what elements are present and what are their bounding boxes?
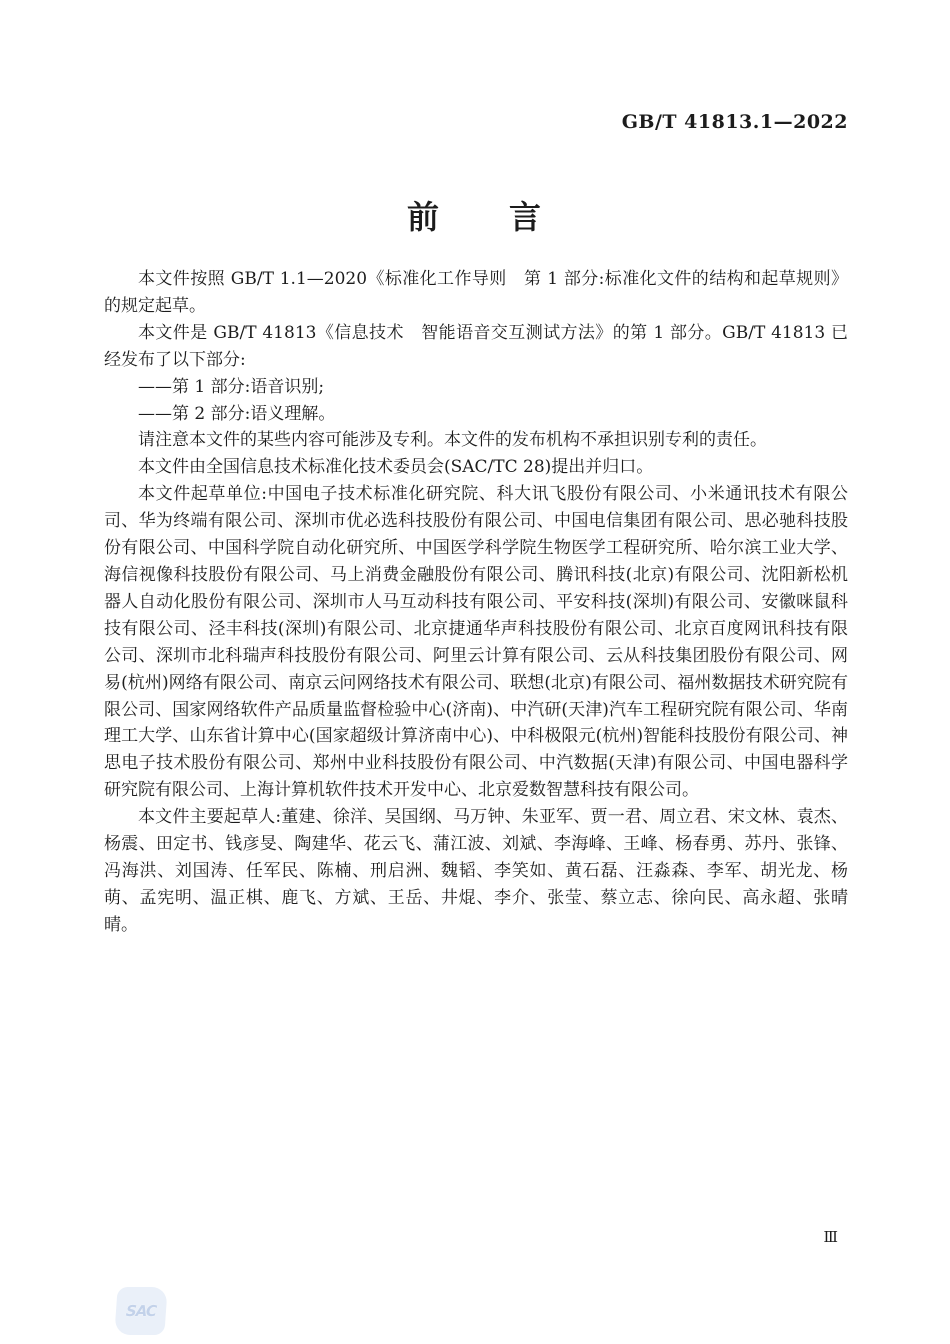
- paragraph-drafting-rules: 本文件按照 GB/T 1.1—2020《标准化工作导则 第 1 部分:标准化文件的结构和起草规则》的规定起草。: [104, 269, 848, 316]
- standard-number: GB/T 41813.1—2022: [621, 111, 848, 133]
- paragraph-patent-notice: 请注意本文件的某些内容可能涉及专利。本文件的发布机构不承担识别专利的责任。: [138, 430, 767, 451]
- sac-watermark-text: SAC: [125, 1302, 157, 1320]
- page-number: Ⅲ: [823, 1228, 838, 1246]
- sac-watermark-logo: [114, 1287, 167, 1335]
- paragraph-committee: 本文件由全国信息技术标准化技术委员会(SAC/TC 28)提出并归口。: [138, 457, 654, 478]
- paragraph-series-intro: 本文件是 GB/T 41813《信息技术 智能语音交互测试方法》的第 1 部分。GB/T 41813 已经发布了以下部分:: [104, 322, 848, 370]
- list-item-part-1: ——第 1 部分:语音识别;: [138, 376, 325, 397]
- paragraph-main-drafters: 本文件主要起草人:董建、徐洋、吴国纲、马万钟、朱亚军、贾一君、周立君、宋文林、袁杰、杨震、田定书、钱彦旻、陶建华、花云飞、蒲江波、刘斌、李海峰、王峰、杨春勇、苏丹、张锋、冯海洪、刘国涛、任军民、陈楠、刑启洲、魏韬、李笑如、黄石磊、汪淼森、李军、胡光龙、杨萌、孟宪明、温正棋、鹿飞、方斌、王岳、井焜、李介、张莹、蔡立志、徐向民、高永超、张晴晴。: [104, 807, 848, 935]
- list-item-part-2: ——第 2 部分:语义理解。: [138, 403, 336, 424]
- page-title: 前 言: [406, 198, 543, 236]
- paragraph-drafting-organizations: 本文件起草单位:中国电子技术标准化研究院、科大讯飞股份有限公司、小米通讯技术有限公司、华为终端有限公司、深圳市优必选科技股份有限公司、中国电信集团有限公司、思必驰科技股份有限公司、中国科学院自动化研究所、中国医学科学院生物医学工程研究所、哈尔滨工业大学、海信视像科技股份有限公司、马上消费金融股份有限公司、腾讯科技(北京)有限公司、沈阳新松机器人自动化股份有限公司、深圳市人马互动科技有限公司、平安科技(深圳)有限公司、安徽咪鼠科技有限公司、泾丰科技(深圳)有限公司、北京捷通华声科技股份有限公司、北京百度网讯科技有限公司、深圳市北科瑞声科技股份有限公司、阿里云计算有限公司、云从科技集团股份有限公司、网易(杭州)网络有限公司、南京云问网络技术有限公司、联想(北京)有限公司、福州数据技术研究院有限公司、国家网络软件产品质量监督检验中心(济南)、中汽研(天津)汽车工程研究院有限公司、华南理工大学、山东省计算中心(国家超级计算济南中心)、中科极限元(杭州)智能科技股份有限公司、神思电子技术股份有限公司、郑州中业科技股份有限公司、中汽数据(天津)有限公司、中国电器科学研究院有限公司、上海计算机软件技术开发中心、北京爱数智慧科技有限公司。: [104, 484, 848, 801]
- foreword-body: [104, 266, 848, 939]
